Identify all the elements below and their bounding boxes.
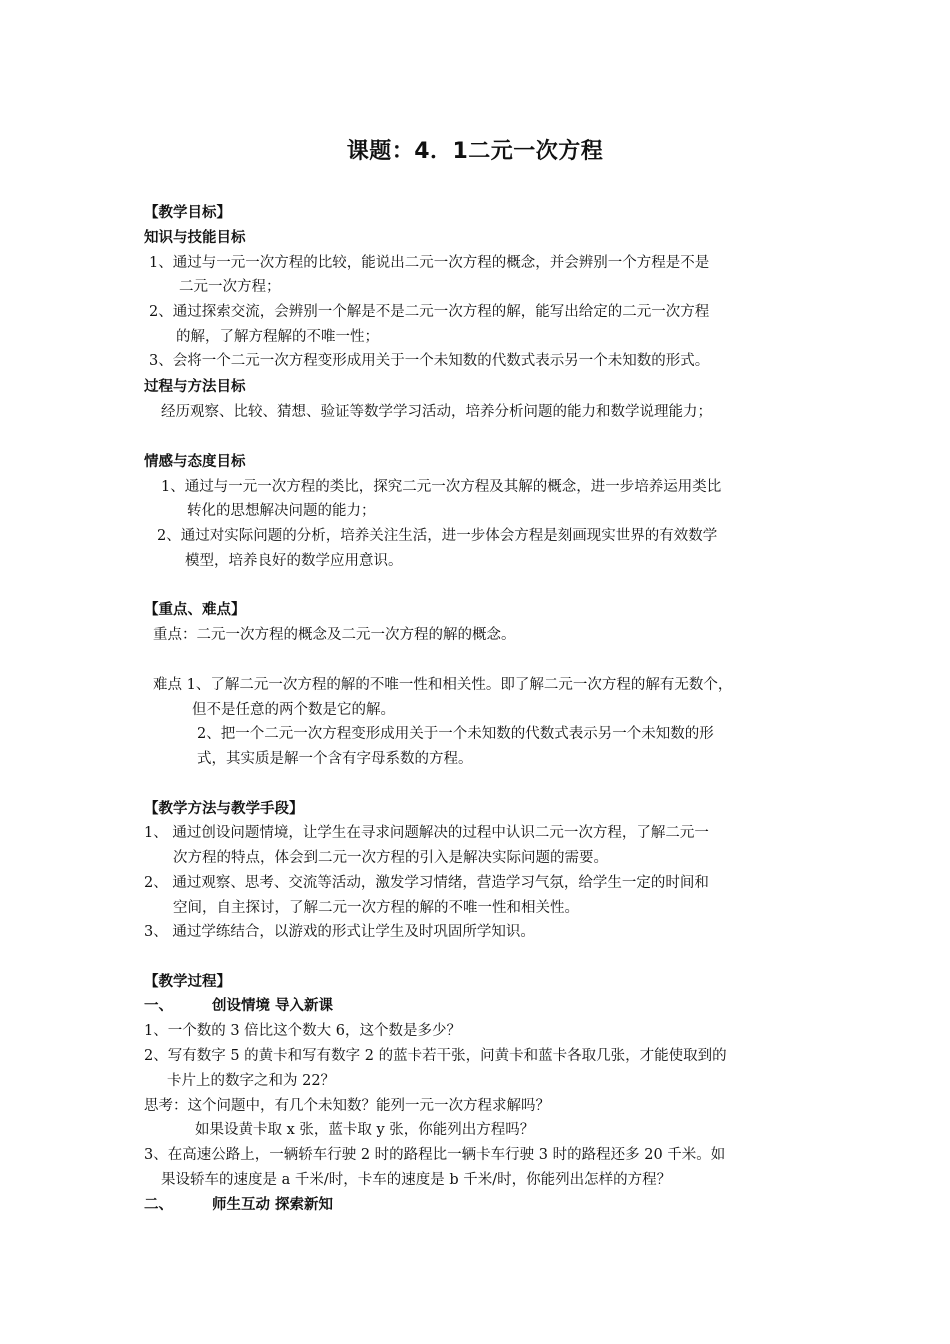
think-line-1: 思考：这个问题中，有几个未知数？能列一元一次方程求解吗？	[144, 1098, 550, 1114]
objectives-heading: 【教学目标】	[144, 205, 231, 221]
method-3: 3、 通过学练结合，以游戏的形式让学生及时巩固所学知识。	[144, 924, 535, 940]
page-title: 课题：4．1二元一次方程	[346, 139, 604, 164]
keypoint-text: 重点：二元一次方程的概念及二元一次方程的解的概念。	[153, 627, 516, 643]
step-2-title: 师生互动 探索新知	[212, 1197, 334, 1213]
think-line-2: 如果设黄卡取 x 张，蓝卡取 y 张，你能列出方程吗？	[195, 1122, 535, 1138]
difficulty-2-line-2: 式，其实质是解一个含有字母系数的方程。	[197, 751, 473, 767]
step-1-number: 一、	[144, 998, 173, 1014]
difficulty-2-line-1: 2、把一个二元一次方程变形成用关于一个未知数的代数式表示另一个未知数的形	[197, 726, 714, 742]
step-2-number: 二、	[144, 1197, 173, 1213]
emotion-item-2-line-1: 2、通过对实际问题的分析，培养关注生活，进一步体会方程是刻画现实世界的有效数学	[157, 528, 718, 544]
method-1-line-1: 1、 通过创设问题情境，让学生在寻求问题解决的过程中认识二元一次方程，了解二元一	[144, 825, 709, 841]
knowledge-item-2-line-1: 2、通过探索交流，会辨别一个解是不是二元一次方程的解，能写出给定的二元一次方程	[149, 304, 710, 320]
knowledge-item-1-line-1: 1、通过与一元一次方程的比较，能说出二元一次方程的概念，并会辨别一个方程是不是	[149, 255, 710, 271]
process-goal-heading: 过程与方法目标	[144, 379, 246, 395]
step-1-title: 创设情境 导入新课	[212, 998, 334, 1014]
emotion-item-1-line-2: 转化的思想解决问题的能力；	[187, 503, 376, 519]
emotion-heading: 情感与态度目标	[144, 454, 246, 470]
method-2-line-1: 2、 通过观察、思考、交流等活动，激发学习情绪，营造学习气氛，给学生一定的时间和	[144, 875, 709, 891]
difficulty-1-line-1: 难点 1、了解二元一次方程的解的不唯一性和相关性。即了解二元一次方程的解有无数个，	[153, 677, 733, 693]
emotion-item-1-line-1: 1、通过与一元一次方程的类比，探究二元一次方程及其解的概念，进一步培养运用类比	[161, 479, 722, 495]
method-2-line-2: 空间，自主探讨，了解二元一次方程的解的不唯一性和相关性。	[173, 900, 579, 916]
question-3-line-1: 3、在高速公路上，一辆轿车行驶 2 时的路程比一辆卡车行驶 3 时的路程还多 20 千米。如	[144, 1147, 726, 1163]
method-1-line-2: 次方程的特点，体会到二元一次方程的引入是解决实际问题的需要。	[173, 850, 608, 866]
question-1: 1、一个数的 3 倍比这个数大 6，这个数是多少？	[144, 1023, 462, 1039]
knowledge-item-3: 3、会将一个二元一次方程变形成用关于一个未知数的代数式表示另一个未知数的形式。	[149, 353, 710, 369]
process-heading: 【教学过程】	[144, 974, 231, 990]
knowledge-heading: 知识与技能目标	[144, 230, 246, 246]
methods-heading: 【教学方法与教学手段】	[144, 801, 304, 817]
difficulty-1-line-2: 但不是任意的两个数是它的解。	[192, 702, 395, 718]
process-goal-text: 经历观察、比较、猜想、验证等数学学习活动，培养分析问题的能力和数学说理能力；	[161, 404, 712, 420]
keypoints-heading: 【重点、难点】	[144, 602, 246, 618]
question-2-line-2: 卡片上的数字之和为 22？	[167, 1073, 336, 1089]
emotion-item-2-line-2: 模型，培养良好的数学应用意识。	[185, 553, 403, 569]
question-3-line-2: 果设轿车的速度是 a 千米/时，卡车的速度是 b 千米/时，你能列出怎样的方程？	[161, 1172, 672, 1188]
knowledge-item-1-line-2: 二元一次方程；	[179, 279, 281, 295]
question-2-line-1: 2、写有数字 5 的黄卡和写有数字 2 的蓝卡若干张，问黄卡和蓝卡各取几张，才能使取到的	[144, 1048, 727, 1064]
knowledge-item-2-line-2: 的解，了解方程解的不唯一性；	[176, 329, 379, 345]
